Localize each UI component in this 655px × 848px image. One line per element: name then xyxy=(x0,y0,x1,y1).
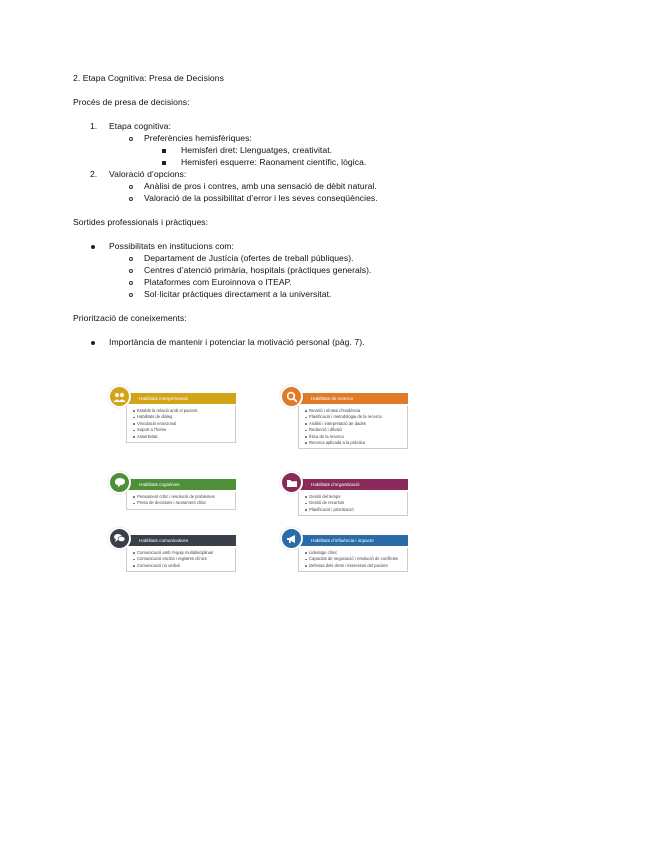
card-list xyxy=(298,406,408,449)
list-item: Vinculació emocional xyxy=(133,421,232,427)
section-title-decision-process: Procés de presa de decisions: xyxy=(73,97,190,107)
sub-item-hemispheric-preferences: Preferències hemisfèriques: xyxy=(144,133,252,143)
card-header: Habilitats interpersonals xyxy=(117,393,236,404)
list-item: Suport a l’home xyxy=(133,427,232,433)
section-title-career-paths: Sortides professionals i pràctiques: xyxy=(73,217,209,227)
sub-item-primary-care: Centres d’atenció primària, hospitals (pràctiques generals). xyxy=(144,265,372,275)
sub-item-platforms: Plataformes com Euroinnova o ITEAP. xyxy=(144,277,292,287)
list-item: Revisió i síntesi d’evidència xyxy=(305,408,404,414)
list-item: Gestió de recursos xyxy=(305,500,404,506)
card-header: Habilitats de recerca xyxy=(289,393,408,404)
list-item: Ètica de la recerca xyxy=(305,434,404,440)
list-item: Presa de decisions i raonament clínic xyxy=(133,500,232,506)
sub-item-pros-cons: Anàlisi de pros i contres, amb una sensació de dèbit natural. xyxy=(144,181,377,191)
circle-bullet-icon xyxy=(129,197,133,201)
list-number: 2. xyxy=(90,169,98,179)
card-list xyxy=(126,492,236,510)
sub-sub-item-right-hemisphere: Hemisferi dret: Llenguatges, creativitat. xyxy=(181,145,333,155)
circle-bullet-icon xyxy=(129,257,133,261)
list-item: Recerca aplicada a la pràctica xyxy=(305,440,404,446)
list-item: Capacitat de negociació i resolució de conflictes xyxy=(305,556,404,562)
list-item: Comunicació amb l’equip multidisciplinari xyxy=(133,550,232,556)
bullet-icon xyxy=(91,341,95,345)
magnifier-icon xyxy=(280,385,303,408)
list-item: Planificació i metodologia de la recerca xyxy=(305,414,404,420)
card-header: Habilitats d’influència i impacte xyxy=(289,535,408,546)
list-item: Redacció i difusió xyxy=(305,427,404,433)
list-item-option-evaluation: Valoració d’opcions: xyxy=(109,169,187,179)
list-item: Anàlisi i interpretació de dades xyxy=(305,421,404,427)
list-item: Comunicació no verbal xyxy=(133,563,232,569)
list-item-motivation: Importància de mantenir i potenciar la motivació personal (pàg. 7). xyxy=(109,337,365,347)
list-item: Defensa dels drets i interessos del pacient xyxy=(305,563,404,569)
card-header: Habilitats comunicatives xyxy=(117,535,236,546)
card-header: Habilitats d’organització xyxy=(289,479,408,490)
bullet-icon xyxy=(91,245,95,249)
list-item: Establir la relació amb el pacient xyxy=(133,408,232,414)
folder-icon xyxy=(280,471,303,494)
circle-bullet-icon xyxy=(129,281,133,285)
brain-icon xyxy=(108,471,131,494)
circle-bullet-icon xyxy=(129,293,133,297)
list-item-cognitive-stage: Etapa cognitiva: xyxy=(109,121,171,131)
square-bullet-icon xyxy=(162,161,166,165)
list-item: Comunicació escrita i registres clínics xyxy=(133,556,232,562)
megaphone-icon xyxy=(280,527,303,550)
circle-bullet-icon xyxy=(129,269,133,273)
sub-sub-item-left-hemisphere: Hemisferi esquerre: Raonament científic, lògica. xyxy=(181,157,367,167)
list-number: 1. xyxy=(90,121,98,131)
card-header: Habilitats cognitives xyxy=(117,479,236,490)
list-item-institutions: Possibilitats en institucions com: xyxy=(109,241,234,251)
sub-item-error-possibility: Valoració de la possibilitat d’error i les seves conseqüències. xyxy=(144,193,378,203)
list-item: Planificació i priorització xyxy=(305,507,404,513)
list-item: Assertivitat xyxy=(133,434,232,440)
section-title-knowledge-priority: Priorització de coneixements: xyxy=(73,313,187,323)
list-item: Lideratge clínic xyxy=(305,550,404,556)
card-list xyxy=(126,406,236,443)
list-item: Pensament crític i resolució de problemes xyxy=(133,494,232,500)
card-list xyxy=(298,548,408,572)
circle-bullet-icon xyxy=(129,137,133,141)
list-item: Habilitats de diàleg xyxy=(133,414,232,420)
speech-bubbles-icon xyxy=(108,527,131,550)
sub-item-university-internships: Sol·licitar pràctiques directament a la universitat. xyxy=(144,289,332,299)
circle-bullet-icon xyxy=(129,185,133,189)
card-list xyxy=(126,548,236,572)
sub-item-justice-department: Departament de Justícia (ofertes de treball públiques). xyxy=(144,253,354,263)
card-list xyxy=(298,492,408,516)
skills-infographic xyxy=(108,381,408,593)
document-heading: 2. Etapa Cognitiva: Presa de Decisions xyxy=(73,73,224,83)
square-bullet-icon xyxy=(162,149,166,153)
people-icon xyxy=(108,385,131,408)
list-item: Gestió del temps xyxy=(305,494,404,500)
